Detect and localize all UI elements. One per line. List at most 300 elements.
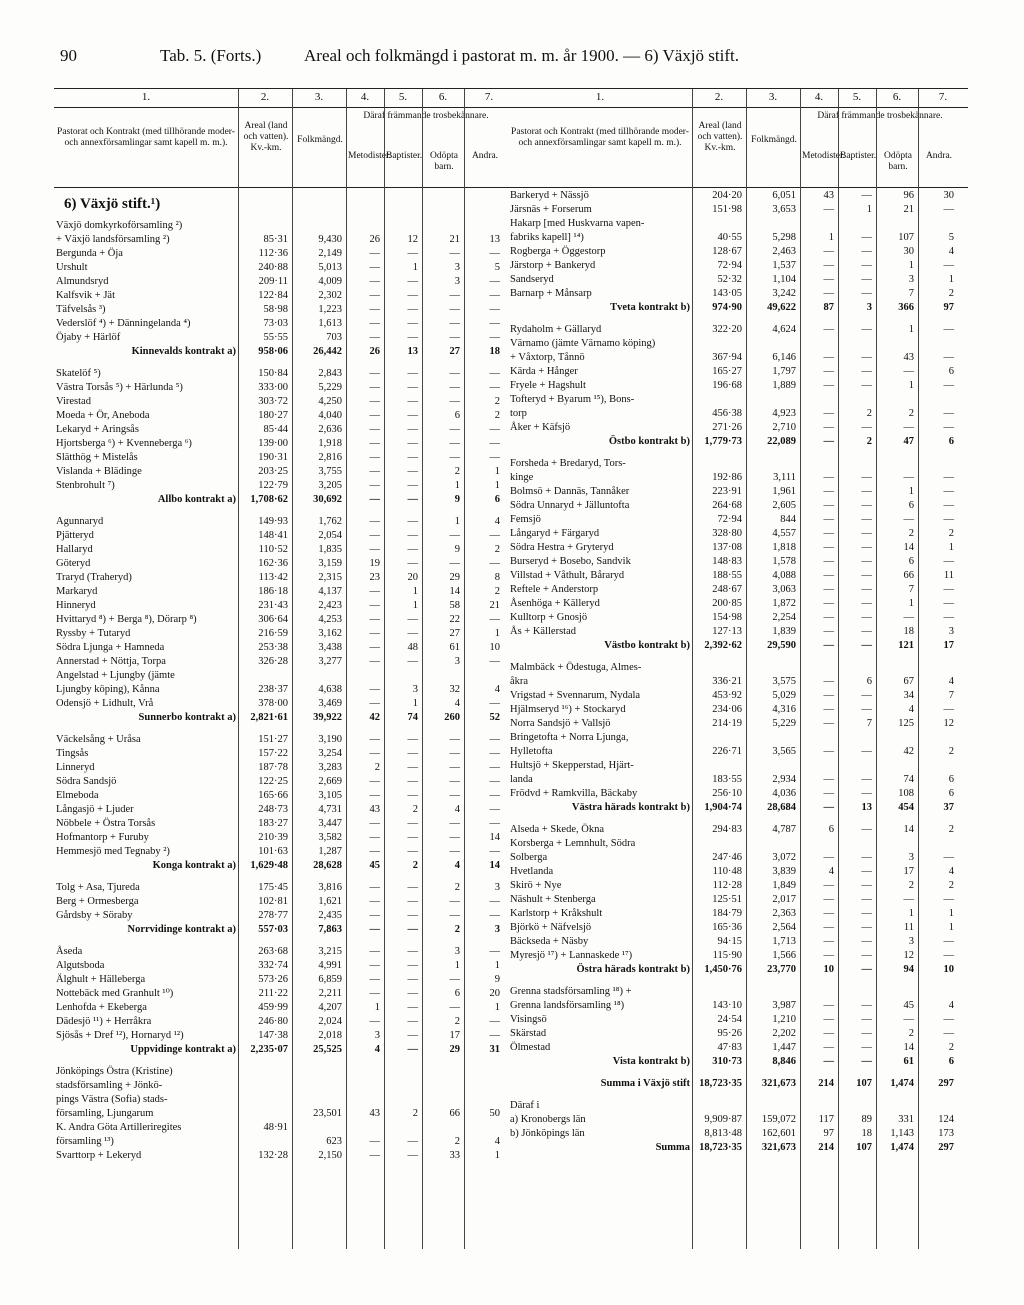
cell-b: — (861, 1042, 872, 1053)
cell-f: 2,843 (318, 368, 342, 379)
cell-a: 165·36 (712, 922, 742, 933)
pastorat-name: Reftele + Anderstorp (510, 584, 599, 595)
cell-a: 264·68 (712, 500, 742, 511)
cell-x: — (943, 950, 954, 961)
column-number: 2. (714, 91, 724, 103)
cell-a: 456·38 (712, 408, 742, 419)
pastorat-name: Norrvidinge kontrakt a) (127, 924, 236, 935)
cell-f: 1,849 (772, 880, 796, 891)
cell-a: 52·32 (717, 274, 742, 285)
pastorat-name: Västra Torsås ⁵) + Härlunda ⁵) (56, 382, 183, 393)
pastorat-name: K. Andra Göta Artilleriregites (56, 1122, 182, 1133)
cell-b: 13 (861, 802, 872, 813)
cell-o: 2 (908, 408, 914, 419)
pastorat-name: Hjortsberga ⁶) + Kvenneberga ⁶) (56, 438, 192, 449)
cell-o: 29 (449, 1044, 460, 1055)
cell-o: 61 (449, 642, 460, 653)
cell-o: 121 (898, 640, 914, 651)
pastorat-name: Vislanda + Blädinge (56, 466, 142, 477)
table-row (508, 323, 968, 337)
cell-m: — (369, 516, 380, 527)
cell-o: 4 (454, 860, 460, 871)
cell-o: 1 (908, 598, 914, 609)
cell-m: — (823, 436, 834, 447)
cell-x: — (943, 380, 954, 391)
cell-a: 125·51 (712, 894, 742, 905)
cell-m: — (823, 626, 834, 637)
cell-x: — (489, 896, 500, 907)
cell-m: 214 (818, 1142, 834, 1153)
cell-b: — (861, 584, 872, 595)
header-c3: Folkmängd. (751, 135, 797, 145)
cell-m: — (823, 774, 834, 785)
cell-m: 117 (818, 1114, 834, 1125)
cell-x: 10 (489, 642, 500, 653)
cell-m: — (369, 382, 380, 393)
header-c3: Folkmängd. (297, 135, 343, 145)
cell-x: 11 (943, 570, 954, 581)
row-spacer (508, 315, 968, 323)
cell-b: — (861, 366, 872, 377)
cell-m: — (823, 556, 834, 567)
cell-x: — (943, 1014, 954, 1025)
subtotal-row (54, 923, 514, 937)
cell-x: — (943, 584, 954, 595)
pastorat-name: Skärstad (510, 1028, 547, 1039)
cell-m: — (369, 734, 380, 745)
cell-m: — (369, 698, 380, 709)
cell-b: 2 (412, 860, 418, 871)
cell-a: 248·73 (258, 804, 288, 815)
table-row (54, 395, 514, 409)
cell-a: 1,904·74 (704, 802, 742, 813)
cell-x: — (943, 514, 954, 525)
table-row (508, 1099, 968, 1113)
cell-m: — (369, 910, 380, 921)
cell-x: 124 (938, 1114, 954, 1125)
column-number: 3. (314, 91, 324, 103)
cell-m: 4 (828, 866, 834, 877)
cell-f: 1,104 (772, 274, 796, 285)
cell-o: 331 (898, 1114, 914, 1125)
cell-b: 20 (407, 572, 418, 583)
cell-o: 58 (449, 600, 460, 611)
pastorat-name: Hallaryd (56, 544, 93, 555)
pastorat-name: Burseryd + Bosebo, Sandvik (510, 556, 631, 567)
cell-a: 2,821·61 (250, 712, 288, 723)
row-spacer (54, 725, 514, 733)
cell-m: — (369, 424, 380, 435)
cell-a: 139·00 (258, 438, 288, 449)
cell-x: — (943, 704, 954, 715)
cell-a: 72·94 (717, 514, 742, 525)
cell-m: — (823, 936, 834, 947)
left-table (54, 88, 514, 1249)
cell-a: 256·10 (712, 788, 742, 799)
cell-o: — (449, 974, 460, 985)
cell-m: 4 (374, 1044, 380, 1055)
table-row (54, 571, 514, 585)
pastorat-name: Barnarp + Månsarp (510, 288, 592, 299)
cell-o: 1 (908, 380, 914, 391)
pastorat-name: Östbo kontrakt b) (608, 436, 690, 447)
table-row (508, 597, 968, 611)
cell-o: 4 (454, 698, 460, 709)
table-row (54, 973, 514, 987)
cell-x: 4 (494, 516, 500, 527)
cell-b: — (861, 894, 872, 905)
cell-b: — (407, 424, 418, 435)
cell-m: — (369, 530, 380, 541)
cell-x: 2 (494, 586, 500, 597)
cell-o: — (449, 290, 460, 301)
pastorat-name: Odensjö + Lidhult, Vrå (56, 698, 154, 709)
pastorat-name: Stenbrohult ⁷) (56, 480, 115, 491)
cell-m: — (823, 598, 834, 609)
cell-x: 2 (948, 880, 954, 891)
cell-x: 13 (489, 234, 500, 245)
cell-o: 32 (449, 684, 460, 695)
cell-b: — (407, 628, 418, 639)
pastorat-name: kinge (510, 472, 534, 483)
table-row (508, 1027, 968, 1041)
cell-o: 2 (454, 924, 460, 935)
subtotal-row (508, 963, 968, 977)
table-number (160, 46, 261, 66)
cell-a: 271·26 (712, 422, 742, 433)
pastorat-name: Vista kontrakt b) (612, 1056, 690, 1067)
cell-f: 9,430 (318, 234, 342, 245)
cell-b: — (861, 950, 872, 961)
cell-f: 3,254 (318, 748, 342, 759)
cell-o: — (449, 846, 460, 857)
table-row (54, 275, 514, 289)
cell-m: — (369, 960, 380, 971)
cell-m: — (823, 324, 834, 335)
table-row (54, 409, 514, 423)
pastorat-name: Slätthög + Mistelås (56, 452, 138, 463)
pastorat-name: Västbo kontrakt b) (604, 640, 690, 651)
table-row (54, 775, 514, 789)
cell-x: — (489, 656, 500, 667)
cell-a: 333·00 (258, 382, 288, 393)
pastorat-name: Lenhofda + Ekeberga (56, 1002, 147, 1013)
table-row (508, 287, 968, 301)
pastorat-name: Ljungby köping), Kånna (56, 684, 160, 695)
cell-f: 2,150 (318, 1150, 342, 1161)
table-row (54, 465, 514, 479)
pastorat-name: Dädesjö ¹¹) + Herråkra (56, 1016, 152, 1027)
cell-m: — (369, 642, 380, 653)
cell-f: 4,250 (318, 396, 342, 407)
cell-a: 143·05 (712, 288, 742, 299)
cell-f: 703 (326, 332, 342, 343)
cell-a: 9,909·87 (704, 1114, 742, 1125)
cell-x: — (943, 422, 954, 433)
pastorat-name: a) Kronobergs län (510, 1114, 586, 1125)
cell-f: 2,636 (318, 424, 342, 435)
cell-m: — (369, 896, 380, 907)
cell-o: 47 (903, 436, 914, 447)
cell-x: 6 (948, 366, 954, 377)
cell-b: — (861, 788, 872, 799)
cell-o: 3 (908, 274, 914, 285)
table-row (508, 457, 968, 471)
pastorat-name: Ås + Källerstad (510, 626, 576, 637)
cell-b: — (861, 472, 872, 483)
cell-a: 122·79 (258, 480, 288, 491)
cell-a: 453·92 (712, 690, 742, 701)
table-row (54, 529, 514, 543)
cell-o: — (449, 818, 460, 829)
header-c2: Areal (land och vatten). Kv.-km. (697, 121, 743, 153)
cell-f: 321,673 (761, 1078, 796, 1089)
cell-x: — (943, 472, 954, 483)
table-row (508, 555, 968, 569)
cell-f: 4,638 (318, 684, 342, 695)
cell-x: 97 (943, 302, 954, 313)
cell-o: 4 (454, 804, 460, 815)
cell-o: 1,474 (890, 1142, 914, 1153)
cell-b: — (407, 332, 418, 343)
cell-x: 1 (494, 466, 500, 477)
pastorat-name: Järsnäs + Forserum (510, 204, 592, 215)
cell-x: 1 (948, 908, 954, 919)
table-row (54, 437, 514, 451)
cell-o: 366 (898, 302, 914, 313)
cell-b: — (861, 352, 872, 363)
table-row (508, 231, 968, 245)
cell-x: 3 (494, 882, 500, 893)
cell-x: — (943, 556, 954, 567)
cell-m: — (823, 1000, 834, 1011)
header-c6: Odöpta barn. (430, 151, 458, 172)
cell-b: — (861, 704, 872, 715)
cell-x: 6 (948, 436, 954, 447)
column-header-row (508, 107, 968, 188)
cell-o: — (903, 1014, 914, 1025)
cell-b: — (407, 734, 418, 745)
cell-a: 214·19 (712, 718, 742, 729)
cell-m: — (369, 262, 380, 273)
cell-x: 10 (943, 964, 954, 975)
cell-f: 3,839 (772, 866, 796, 877)
cell-a: 210·39 (258, 832, 288, 843)
cell-o: — (449, 382, 460, 393)
table-row (54, 803, 514, 817)
table-row (54, 557, 514, 571)
cell-o: 2 (454, 1136, 460, 1147)
pastorat-name: Rogberga + Öggestorp (510, 246, 606, 257)
column-number: 6. (892, 91, 902, 103)
pastorat-name: Grenna landsförsamling ¹⁸) (510, 1000, 625, 1011)
cell-o: — (449, 776, 460, 787)
cell-f: 1,287 (318, 846, 342, 857)
table-row (508, 421, 968, 435)
cell-o: 43 (903, 352, 914, 363)
cell-a: 200·85 (712, 598, 742, 609)
cell-a: 183·27 (258, 818, 288, 829)
pastorat-name: Summa (655, 1142, 690, 1153)
cell-b: — (407, 304, 418, 315)
header-c5: Baptister. (840, 151, 877, 161)
table-row (508, 499, 968, 513)
table-row (54, 747, 514, 761)
cell-a: 112·28 (712, 880, 742, 891)
cell-f: 39,922 (313, 712, 342, 723)
table-row (508, 731, 968, 745)
pastorat-name: Kalfsvik + Jät (56, 290, 115, 301)
table-row (54, 761, 514, 775)
cell-f: 4,624 (772, 324, 796, 335)
table-row (508, 569, 968, 583)
cell-f: 4,991 (318, 960, 342, 971)
cell-b: — (407, 290, 418, 301)
cell-x: 4 (948, 1000, 954, 1011)
cell-a: 85·44 (263, 424, 288, 435)
cell-a: 306·64 (258, 614, 288, 625)
cell-a: 459·99 (258, 1002, 288, 1013)
cell-f: 2,463 (772, 246, 796, 257)
cell-o: 9 (454, 494, 460, 505)
table-row (54, 1149, 514, 1163)
cell-m: — (369, 544, 380, 555)
cell-o: 1 (908, 324, 914, 335)
cell-x: 2 (494, 396, 500, 407)
cell-a: 336·21 (712, 676, 742, 687)
cell-f: 3,205 (318, 480, 342, 491)
cell-x: — (489, 748, 500, 759)
pastorat-name: Nottebäck med Granhult ¹⁰) (56, 988, 174, 999)
table-row (508, 217, 968, 231)
cell-b: — (407, 946, 418, 957)
table-row (508, 583, 968, 597)
cell-b: — (861, 288, 872, 299)
subtotal-row (54, 711, 514, 725)
pastorat-name: Traryd (Traheryd) (56, 572, 132, 583)
cell-x: 173 (938, 1128, 954, 1139)
cell-x: — (489, 804, 500, 815)
cell-b: — (861, 246, 872, 257)
cell-x: 52 (489, 712, 500, 723)
cell-f: 3,447 (318, 818, 342, 829)
cell-b: — (861, 324, 872, 335)
pastorat-name: Sunnerbo kontrakt a) (138, 712, 236, 723)
cell-f: 2,254 (772, 612, 796, 623)
cell-o: 3 (454, 276, 460, 287)
pastorat-name: Näshult + Stenberga (510, 894, 596, 905)
cell-f: 2,710 (772, 422, 796, 433)
cell-x: — (489, 530, 500, 541)
cell-x: 2 (948, 824, 954, 835)
cell-b: — (861, 556, 872, 567)
cell-f: 4,036 (772, 788, 796, 799)
table-row (54, 641, 514, 655)
cell-b: 1 (866, 204, 872, 215)
cell-o: — (449, 304, 460, 315)
cell-x: 2 (494, 544, 500, 555)
pastorat-name: Jönköpings Östra (Kristine) (56, 1066, 173, 1077)
table-row (54, 247, 514, 261)
cell-x: 18 (489, 346, 500, 357)
pastorat-name: Långasjö + Ljuder (56, 804, 134, 815)
cell-f: 3,755 (318, 466, 342, 477)
cell-f: 1,818 (772, 542, 796, 553)
cell-b: 1 (412, 600, 418, 611)
table-row (54, 613, 514, 627)
cell-m: 214 (818, 1078, 834, 1089)
pastorat-name: Vederslöf ⁴) + Dänningelanda ⁴) (56, 318, 191, 329)
table-row (508, 879, 968, 893)
table-row (508, 407, 968, 421)
cell-o: 1 (454, 516, 460, 527)
cell-a: 263·68 (258, 946, 288, 957)
pastorat-name: Ryssby + Tutaryd (56, 628, 131, 639)
cell-m: — (369, 248, 380, 259)
cell-o: 1 (908, 908, 914, 919)
cell-x: — (489, 332, 500, 343)
cell-x: 6 (948, 788, 954, 799)
table-body (508, 189, 968, 1155)
cell-b: — (861, 936, 872, 947)
table-row (508, 787, 968, 801)
cell-f: 2,024 (318, 1016, 342, 1027)
cell-o: — (903, 422, 914, 433)
cell-f: 29,590 (767, 640, 796, 651)
pastorat-name: Vrigstad + Svennarum, Nydala (510, 690, 641, 701)
cell-o: — (449, 396, 460, 407)
column-number: 5. (852, 91, 862, 103)
cell-f: 2,202 (772, 1028, 796, 1039)
cell-x: 1 (494, 1150, 500, 1161)
pastorat-name: Gårdsby + Söraby (56, 910, 133, 921)
cell-f: 1,210 (772, 1014, 796, 1025)
cell-f: 26,442 (313, 346, 342, 357)
cell-o: 30 (903, 246, 914, 257)
cell-m: — (369, 1150, 380, 1161)
cell-a: 151·27 (258, 734, 288, 745)
cell-b: 89 (861, 1114, 872, 1125)
cell-o: 2 (454, 1016, 460, 1027)
table-row (508, 949, 968, 963)
cell-m: — (369, 410, 380, 421)
cell-a: 137·08 (712, 542, 742, 553)
cell-b: 2 (412, 804, 418, 815)
cell-a: 216·59 (258, 628, 288, 639)
cell-x: 1 (948, 274, 954, 285)
cell-o: 107 (898, 232, 914, 243)
cell-b: — (861, 690, 872, 701)
cell-m: — (823, 352, 834, 363)
table-row (54, 909, 514, 923)
table-row (508, 675, 968, 689)
table-row (54, 669, 514, 683)
pastorat-name: Hultsjö + Skepperstad, Hjärt- (510, 760, 634, 771)
cell-b: — (407, 790, 418, 801)
page-title: Areal och folkmängd i pastorat m. m. år 1900. — 6) Växjö stift. (304, 46, 739, 65)
pastorat-name: Frödvd + Ramkvilla, Bäckaby (510, 788, 638, 799)
cell-f: 2,363 (772, 908, 796, 919)
pastorat-name: Hjälmseryd ¹⁶) + Stockaryd (510, 704, 626, 715)
pastorat-name: Södra Unnaryd + Jälluntofta (510, 500, 630, 511)
table-row (54, 1001, 514, 1015)
pastorat-name: fabriks kapell] ¹⁴) (510, 232, 584, 243)
table-row (508, 259, 968, 273)
cell-o: 1 (454, 960, 460, 971)
row-spacer (508, 449, 968, 457)
cell-m: — (369, 304, 380, 315)
cell-f: 1,613 (318, 318, 342, 329)
